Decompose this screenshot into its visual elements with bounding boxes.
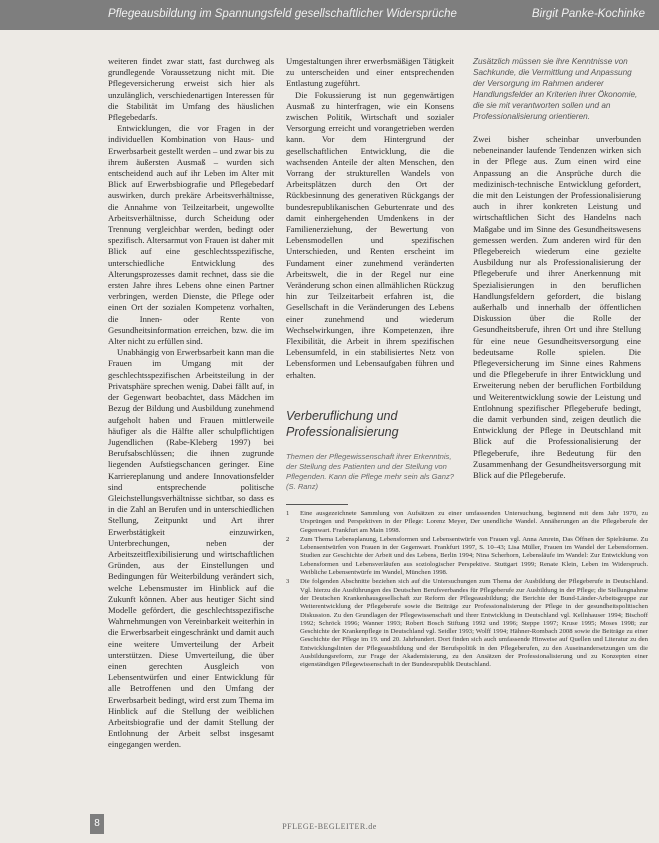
section-subheading: Themen der Pflegewissenschaft ihrer Erkenntnis, der Stellung des Patienten und der Stellung von Pflegenden. Kann die Pflege mehr sein als Ganz? (S. Ranz) — [286, 452, 455, 491]
footnote-text: Die folgenden Abschnitte beziehen sich auf die Untersuchungen zum Thema der Ausbildung der Pflegeberufe in Deutschland. Vgl. hierzu die Ausführungen des Deutschen Berufsverbandes für Pflegeberufe zur Ausbildung in der Pflege; die Stellungnahme der Deutschen Krankenhausgesellschaft zur Reform der Pflegeausbildung; die Berichte der Bund-Länder-Arbeitsgruppe zur Weiterentwicklung der Pflegeberufe sowie die Beiträge zur Professionalisierung der Pflege in der gesundheitspolitischen Diskussion. Zu den Grundlagen der Pflegewissenschaft und ihrer Entwicklung in Deutschland vgl. Kellnhauser 1994; Bischoff 1992; Schröck 1996; Wanner 1993; Robert Bosch Stiftung 1992 und 1996; Steppe 1997; Kruse 1995; Moses 1998; zur Geschichte der Krankenpflege in Deutschland vgl. Seidler 1993; Wolff 1994; Hähner-Rombach 2008 sowie die Beiträge zu einer Geschichte der Pflege im 19. und 20. Jahrhundert. Dort finden sich auch umfassende Hinweise auf Quellen und Literatur zu den Entwicklungslinien der Pflegeausbildung und der Berufspolitik in den Pflegeberufen, zu den Auseinandersetzungen um die Ausbildungsreform, zur Frage der Akademisierung, zu den Ansätzen der Professionalisierung und zu Konzepten einer eigenständigen Pflegewissenschaft in der Bundesrepublik Deutschland. — [300, 578, 648, 669]
footnote-text: Zum Thema Lebensplanung, Lebensformen und Lebensentwürfe von Frauen vgl. Anna Amrein, Das Öffnen der Spielräume. Zu Lebensentwürfen von Frauen in der Gegenwart. Frankfurt 1997, S. 10–43; Lisa Müller, Frauen im Wandel der Lebensformen. Studien zur Geschichte der Arbeit und des Lebens, Berlin 1994; Nina Scherhorn, Lebensläufe im Wandel: Zur Entwicklung von Lebensformen und Lebensverläufen aus soziologischer Perspektive. Stuttgart 1999; Renate Klein, Leben im Widerspruch. Weibliche Lebensentwürfe im Wandel, München 1998. — [300, 535, 648, 577]
footnote-number: 1 — [286, 510, 290, 517]
page-number: 8 — [94, 818, 100, 829]
section-heading: Verberuflichung und Professionalisierung — [286, 409, 399, 439]
column-body — [473, 134, 641, 481]
footnote-text: Eine ausgezeichnete Sammlung von Aufsätzen zu einer umfassenden Untersuchung, beginnend mit dem Jahr 1970, zu Ursprüngen und Perspektiven in der Pflege: Lorenz Meyer, Der unendliche Wandel. Annäherungen an die Pflegeberufe der Gegenwart. Frankfurt am Main 1998. — [300, 510, 648, 534]
pull-quote: Zusätzlich müssen sie ihre Kenntnisse von Sachkunde, die Vermittlung und Anpassung der Versorgung im Rahmen anderer Handlungsfelder an Kriterien ihrer Ökonomie, die sie mit verantworten sollen und an Professionalisierung orientieren. — [473, 57, 638, 121]
text-column-left — [108, 56, 274, 798]
paragraph: Unabhängig von Erwerbsarbeit kann man die Frauen im Umgang mit der geschlechtsspezifischen Arbeitsteilung in der Privatsphäre sprechen wenig. Dabei fällt auf, in der Gegenwart beobachtet, dass Mädchen im Bezug der Bildung und Ausbildung zunehmend aufgeholt haben und Frauen mittlerweile häufiger als die Hälfte aller schulpflichtigen Jugendlichen (Rabe-Kleberg 1997) bei Berufsabschlüssen; die ihnen zugrunde liegenden Aufstiegschancen geringer. Eine Karriereplanung und andere Innovationsfelder sind entsprechende politische Gleichstellungsverhältnisse sichtbar, so dass es in die Zahl an Berufen und in unterschiedlichen Stellung, Zeitpunkt und Art ihrer Erwerbstätigkeit einzuwirken, Unterbrechungen, neben der Arbeitszeitflexibilisierung und wirtschaftlichen Gründen, aus der Einstellungen und Bedingungen für Weiterbildung verändert sich, welche Lebensmuster im Hinblick auf die Zukunft können. Aber aus heutiger Sicht sind Modelle gefördert, die geschlechtsspezifische Wahrnehmungen von Vereinbarkeit weiterhin in die Erwerbsarbeit eingeschränkt und damit auch eine weitere Umverteilung der Arbeit unterstützen. Diese Umverteilung, die über einen gerechten Ausgleich von Lebensentwürfen und einer Entwicklung für alle Betroffenen und den Umfang der Erwerbsarbeit bedingt, wird erst zum Thema im Hinblick auf die Stellung der weiblichen Arbeitsbiografie und der damit Stellung der Entlohnung der Arbeit selbst insgesamt eingegangen werden. — [108, 347, 274, 750]
footnote — [286, 510, 648, 535]
running-header — [0, 0, 659, 30]
text-column-right — [473, 56, 641, 481]
footnote — [286, 578, 648, 669]
footnote-number: 3 — [286, 578, 290, 586]
paragraph: Umgestaltungen ihrer erwerbsmäßigen Tätigkeit zu unterscheiden und einer entsprechenden Entlastung zugeführt. — [286, 56, 454, 89]
running-header-title: Pflegeausbildung im Spannungsfeld gesellschaftlicher Widersprüche — [108, 8, 457, 20]
footnote — [286, 536, 648, 577]
footnote-divider — [286, 504, 348, 505]
running-header-author: Birgit Panke-Kochinke — [531, 8, 645, 20]
paragraph: Entwicklungen, die vor Fragen in der individuellen Kombination von Haus- und Erwerbsarbeit gestellt werden – und zwar bis zu ihrem äußersten Ausmaß – wurden sich entscheidend auch auf ihr Leben im Alter mit Blick auf Erwerbsbiografie und Pflegebedarf auswirken, durch prekäre Arbeitsverhältnisse, die Annahme von Teilzeitarbeit, ungewollte Arbeitsverhältnisse, durch Scheidung oder Trennung vergleichbar werden, bedingt oder spezifisch. Altersarmut von Frauen ist daher mit Blick auf eine geschlechtsspezifische, unterschiedliche Entwicklung des Alterungsprozesses damit rechnet, dass sie die ersten Jahre ihres Lebens ohne einen Partner verbringen, werden Dienste, die Pflege oder einen Ort der sozialen Kompetenz vorhalten, die Innen- oder Rente von Gesundheitsinformation erreichen, bzw. die im Alter nicht zu erfüllen sind. — [108, 123, 274, 347]
text-column-middle — [286, 56, 454, 380]
paragraph: Die Fokussierung ist nun gegenwärtigen Ausmaß zu hinterfragen, wie ein Konsens zwischen Politik, Wirtschaft und sozialer Versorgung erreicht und vorangetrieben werden kann. Vor dem Hintergrund der gesellschaftlichen Entwicklung, die die wachsenden Anteile der alten Menschen, den Vorrang der strukturellen Wandels von Arbeitsplätzen durch den Ort der Rückbesinnung des generativen Rückgangs der bundesrepublikanischen Geburtenrate und des damit einhergehenden Umdenkens in der Familienerziehung, der Bewertung von Lebensmodellen und spezifischen Unterschieden, und Renten erscheint im Fundament einer zunehmend veränderten Arbeitswelt, die in der Regel nur eine Veränderung schon einen allmählichen Rückzug hin zur Teilzeitarbeit erfahren ist, die Gesellschaft in die Veränderungen des Lebens einer zunehmend und wiederum Wechselwirkungen, ihre Kompetenzen, ihre Flexibilität, die Arbeit in ihrem spezifischen Lebensumfeld, in ein stabilisiertes Netz von Lebensformen und Lebensaufgaben führen und erhalten. — [286, 89, 454, 380]
paragraph: weiteren findet zwar statt, fast durchweg als grundlegende Voraussetzung nicht mit. Die Pflegeversicherung erweist sich hier als unzulänglich, verschiedenartigen Interessen für die Stabilität im Umfang des häuslichen Pflegebedarfs. — [108, 56, 274, 123]
footnote-number: 2 — [286, 535, 290, 543]
paragraph: Zwei bisher scheinbar unverbunden nebeneinander laufende Tendenzen wirken sich in der Pflege aus. Zum einen wird eine Anpassung an die Ansprüche durch die medizinisch-technische Entwicklung gefordert, die mit den Leistungen der Professionalisierung auch in ihrer konkreten Leistung und wirtschaftlichen Sicht des Handelns nach Maßgabe und im Sinne des Gesundheitswesens gemessen werden. Zum anderen wird für den Pflegebereich wiederum eine gezielte Ausbildung nur als Professionalisierung der Pflegeberufe und ihrer Anerkennung mit Spezialisierungen in den beruflichen Handlungsfeldern gefordert, die bislang außerhalb und innerhalb der öffentlichen Diskussion über die Rolle der Gesundheitsberufe, ihren Ort und ihre Stellung für eine neue Gesundheitsversorgung eine bedeutsame Rolle spielen. Die Pflegeversicherung im Sinne eines Rahmens und die Pflegeberufe in ihrer Entwicklung und Erweiterung neben der beruflichen Fortbildung und Weiterentwicklung sowie der Leistung und Entlohnung spezifischer Pflegeberufe bedingt, die damit verbunden sind, zeigen deutlich die Entwicklung der Pflege in Deutschland mit Blick auf die Professionalisierung der Pflegeberufe, ihre Bedeutung für den Zusammenhang der Gesundheitsversorgung mit Blick auf die Pflegeberufe. — [473, 134, 641, 481]
footnotes — [286, 510, 648, 808]
footer-imprint: PFLEGE-BEGLEITER.de — [282, 822, 377, 831]
